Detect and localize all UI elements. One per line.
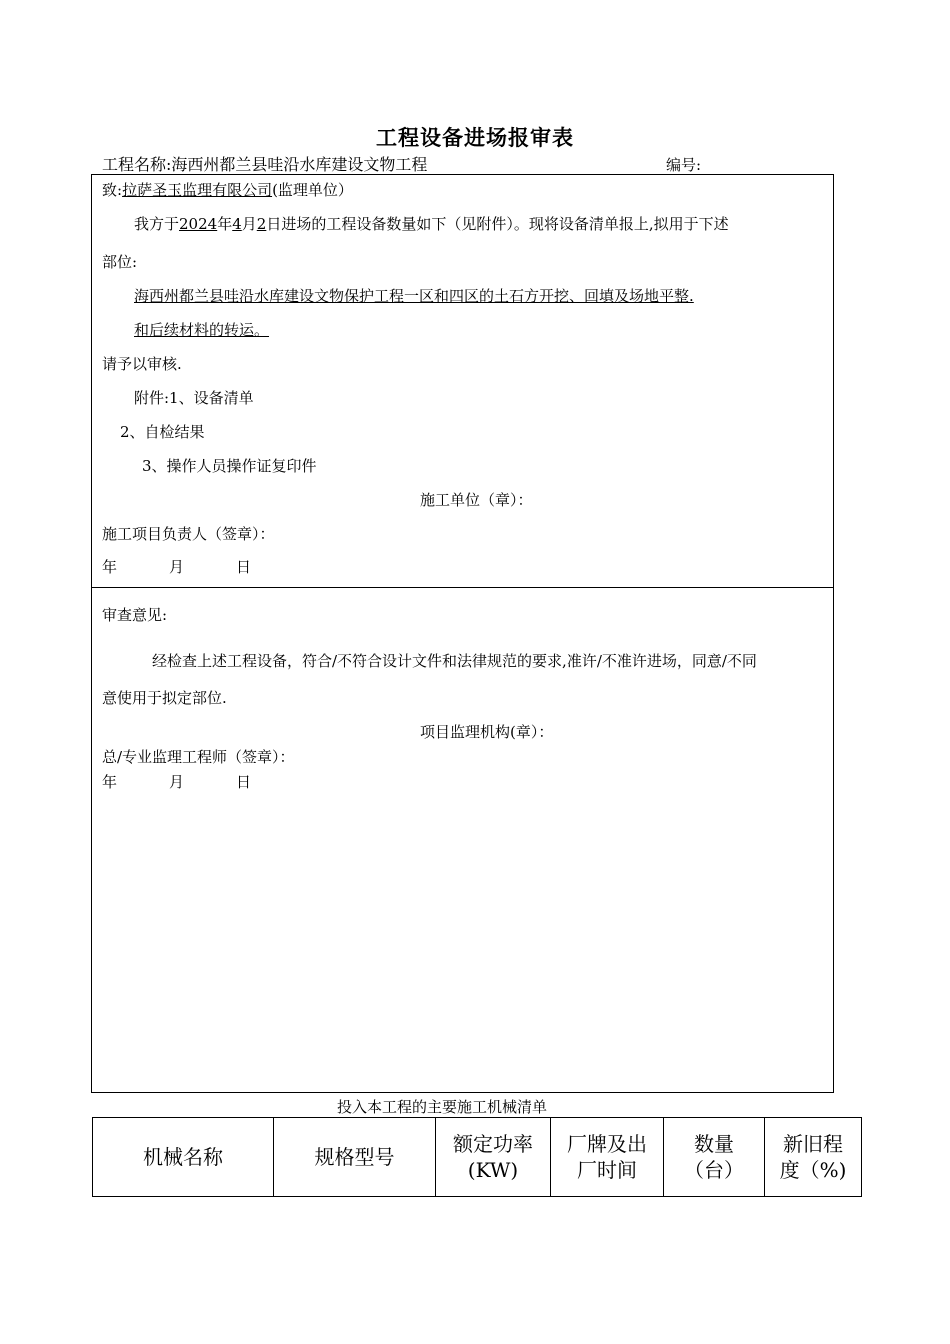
engineer-signature: 总/专业监理工程师（签章）： xyxy=(102,748,295,766)
header-text: 厂牌及出 xyxy=(567,1132,647,1156)
opinion-text-1: 经检查上述工程设备，符合/不符合设计文件和法律规范的要求,准许/不准许进场，同意/不同 xyxy=(152,652,757,670)
header-text-2: (KW) xyxy=(467,1158,519,1182)
project-name-line xyxy=(102,152,427,175)
header-condition xyxy=(765,1118,862,1197)
header-quantity xyxy=(664,1118,765,1197)
header-text-2: （台） xyxy=(684,1158,744,1182)
project-label: 工程名称: xyxy=(102,155,172,174)
opinion-label: 审查意见: xyxy=(102,606,168,624)
entry-text-a: 我方于 xyxy=(134,215,180,233)
review-date-day: 日 xyxy=(236,773,252,791)
attachment-2: 2、自检结果 xyxy=(120,423,205,441)
header-rated-power xyxy=(436,1118,551,1197)
date-year: 年 xyxy=(102,558,118,576)
project-manager-signature: 施工项目负责人（签章）： xyxy=(102,525,275,543)
entry-statement xyxy=(134,213,729,234)
header-text: 数量 xyxy=(694,1132,734,1156)
location-label: 部位: xyxy=(102,253,138,271)
project-name: 海西州都兰县哇沿水库建设文物工程 xyxy=(171,155,428,174)
addressee-line xyxy=(102,179,353,200)
header-text-2: 度（%) xyxy=(779,1158,847,1182)
machine-list-table xyxy=(92,1117,862,1197)
attachment-3: 3、操作人员操作证复印件 xyxy=(142,457,317,475)
header-text: 新旧程 xyxy=(783,1132,843,1156)
header-model xyxy=(274,1118,436,1197)
header-text-2: 厂时间 xyxy=(577,1158,637,1182)
header-brand-date xyxy=(551,1118,664,1197)
application-section xyxy=(91,174,834,588)
entry-year: 2024 xyxy=(179,215,218,233)
entry-month: 4 xyxy=(232,215,242,233)
entry-text-b: 年 xyxy=(217,215,233,233)
entry-text-c: 月 xyxy=(241,215,257,233)
attachment-1: 附件:1、设备清单 xyxy=(134,389,254,407)
machine-list-caption: 投入本工程的主要施工机械清单 xyxy=(337,1098,548,1116)
location-detail-1: 海西州都兰县哇沿水库建设文物保护工程一区和四区的土石方开挖、回填及场地平整. xyxy=(134,287,694,305)
addressee-suffix: (监理单位） xyxy=(272,181,353,199)
review-date-year: 年 xyxy=(102,773,118,791)
opinion-text-2: 意使用于拟定部位. xyxy=(102,689,227,707)
contractor-seal: 施工单位（章）： xyxy=(420,491,533,509)
table-header-row xyxy=(93,1118,862,1197)
header-text: 机械名称 xyxy=(143,1145,223,1169)
date-month: 月 xyxy=(169,558,185,576)
header-machine-name xyxy=(93,1118,274,1197)
supervisor-seal: 项目监理机构(章）： xyxy=(420,723,554,741)
header-text: 额定功率 xyxy=(453,1132,533,1156)
serial-number-label: 编号: xyxy=(666,156,702,174)
review-date-month: 月 xyxy=(169,773,185,791)
review-request: 请予以审核. xyxy=(102,355,182,373)
header-text: 规格型号 xyxy=(314,1145,395,1169)
location-detail-2: 和后续材料的转运。 xyxy=(134,321,270,339)
page-title: 工程设备进场报审表 xyxy=(376,126,574,150)
entry-text-d: 日进场的工程设备数量如下（见附件）。现将设备清单报上,拟用于下述 xyxy=(266,215,729,233)
supervisor-company: 拉萨圣玉监理有限公司 xyxy=(122,181,273,199)
review-section xyxy=(91,587,834,1093)
addressee-prefix: 致: xyxy=(102,181,123,199)
entry-day: 2 xyxy=(256,215,267,233)
date-day: 日 xyxy=(236,558,252,576)
